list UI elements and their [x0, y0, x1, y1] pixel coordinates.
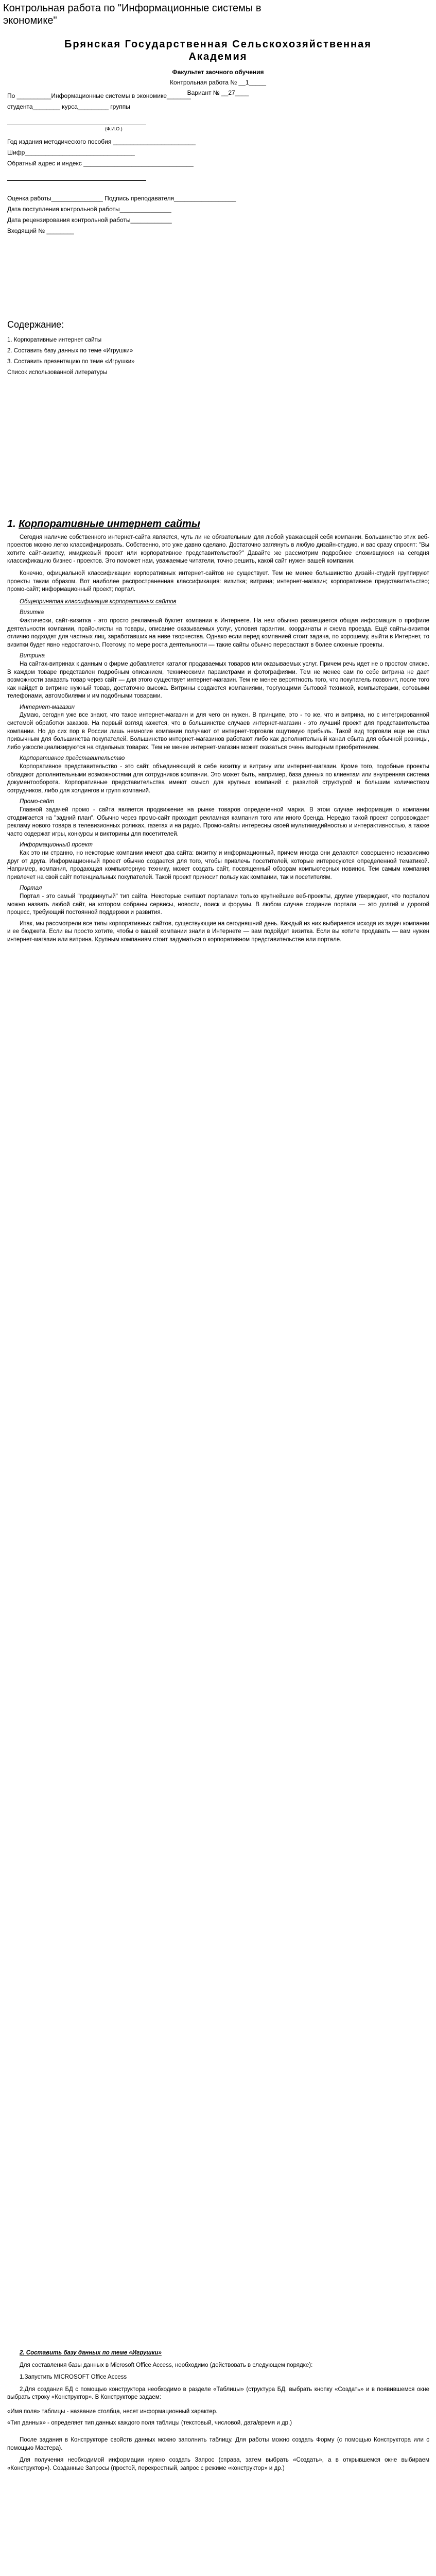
paragraph: Корпоративное представительство - это сайт, объединяющий в себе визитку и витрину или интернет-магазин. Кроме того, подобные проекты обладают дополнительными возможностями для сотрудников компании. Это может быть, например, база данных по клиентам или внутренняя система документооборота. Корпоративные представительства имеют смысл для крупных компаний с развитой структурой и большим количеством сотрудников, либо для холдингов и групп компаний.	[7, 764, 429, 794]
subheading: Корпоративное представительство	[20, 755, 125, 762]
faculty-label: Факультет заочного обучения	[172, 69, 264, 76]
section1-heading-num: 1.	[7, 518, 16, 530]
contents-heading: Содержание:	[7, 319, 64, 330]
name-hint: (Ф.И.О.)	[105, 126, 123, 131]
subject-line: По __________Информационные системы в экономике_______	[7, 92, 191, 99]
university-name-line1: Брянская Государственная Сельскохозяйственная	[64, 39, 372, 50]
paragraph: Как это ни странно, но некоторые компании имеют два сайта: визитку и информационный, причем иногда они делаются совершенно независимо друг от друга. Информационный проект обычно создается для того, чтобы привлечь посетителей, которые интересуются определенной тематикой. Например, компания, продающая компьютерную технику, может создать сайт, посвященный обзорам компьютерных новинок. Тем самым компания привлечет на свой сайт потенциальных покупателей. Такой проект приносит пользу как компании, так и посетителям.	[7, 850, 429, 880]
contents-item: 1. Корпоративные интернет сайты	[7, 337, 102, 343]
student-line: студента________ курса_________ группы	[7, 103, 130, 110]
paragraph: Портал - это самый "продвинутый" тип сайта. Некоторые считают порталами только крупнейшие веб-проекты, другие утверждают, что порталом можно назвать любой сайт, на котором собраны сервисы, новости, поиск и форумы. В любом случае создание портала — это долгий и дорогой процесс, требующий постоянной поддержки и развития.	[7, 893, 429, 916]
grade-line: Оценка работы_______________ Подпись преподавателя__________________	[7, 195, 236, 202]
contents-item: Список использованной литературы	[7, 369, 108, 376]
paragraph: Сегодня наличие собственного интернет-сайта является, чуть ли не обязательным для любой уважающей себя компании. Большинство этих веб-проектов можно легко классифицировать. Собственно, это уже давно сделано. Достаточно заглянуть в любую дизайн-студию, и вас сразу спросят: "Вы хотите сайт-визитку, имиджевый проект или корпоративное представительство?" Давайте же рассмотрим подробнее сложившуюся на сегодня классификацию бизнес - проектов. Это поможет нам, уважаемые читатели, точно решить, какой сайт нужен вашей компании.	[7, 534, 429, 565]
work-number: Контрольная работа № __1_____	[170, 79, 266, 86]
section2-heading: 2. Составить базу данных по теме «Игрушки»	[20, 2350, 162, 2356]
title-page	[0, 38, 436, 98]
paragraph: «Имя поля» таблицы - название столбца, несет информационный характер.	[7, 2408, 218, 2415]
paragraph: Думаю, сегодня уже все знают, что такое интернет-магазин и для чего он нужен. В принципе, это - то же, что и витрина, но с интегрированной системой обработки заказов. На первый взгляд кажется, что в большинстве случаев интернет-магазин - это лучший проект для представительства компании. Но до сих пор в России лишь немногие компании получают от интернет-торговли ощутимую прибыль. Такой вид торговли еще не стал привычным для большинства покупателей. Большинство интернет-магазинов работают либо как дополнительный канал сбыта для обычной розницы, либо узкоспециализируются на отдельных товарах. Тем не менее интернет-магазин может оказаться очень выгодным приобретением.	[7, 712, 429, 751]
paragraph: После задания в Конструкторе свойств данных можно заполнить таблицу. Для работы можно создать Форму (с помощью Конструктора или с помощью Мастера).	[7, 2437, 429, 2451]
section-database	[7, 2349, 429, 2473]
subheading: Портал	[20, 885, 42, 892]
subheading: Промо-сайт	[20, 799, 55, 805]
paragraph: 1.Запустить MICROSOFT Office Access	[20, 2374, 127, 2381]
subheading: Информационный проект	[20, 842, 93, 849]
subheading: Витрина	[20, 653, 45, 659]
contents-list	[7, 335, 135, 378]
paragraph: «Тип данных» - определяет тип данных каждого поля таблицы (текстовый, числовой, дата/время и др.)	[7, 2419, 292, 2426]
student-info	[7, 91, 236, 236]
address-line: Обратный адрес и индекс ________________________________	[7, 160, 194, 167]
paragraph: Главной задачей промо - сайта является продвижение на рынке товаров определенной марки. В этом случае информация о компании отодвигается на "задний план". Обычно через промо-сайт проходит рекламная кампания того или иного бренда. Нередко такой проект сопровождает рекламу нового товара в телевизионных роликах, газетах и на радио. Промо-сайты интересны своей мультимедийностью и интерактивностью, а также часто содержат игры, конкурсы и викторины для посетителей.	[7, 807, 429, 837]
paragraph: Для составления базы данных в Microsoft Office Access, необходимо (действовать в следующем порядке):	[20, 2362, 313, 2368]
paragraph: Фактически, сайт-визитка - это просто рекламный буклет компании в Интернете. На нем обычно размещается общая информация о профиле деятельности компании, прайс-листы на товары, описание оказываемых услуг, условия гарантии, координаты и схема проезда. Ещё сайты-визитки отлично подходят для частных лиц, заработавших на ниве творчества. Однако если перед компанией стоит задача, по хорошему, выйти в Интернет, то визитки будет явно недостаточно. Поэтому, по мере роста деятельности — такие сайты обычно перерастают в более сложные проекты.	[7, 617, 429, 648]
document-title: Контрольная работа по "Информационные системы в экономике"	[3, 3, 261, 26]
contents-item: 3. Составить презентацию по теме «Игрушки»	[7, 359, 135, 365]
cipher-line: Шифр________________________________	[7, 149, 135, 156]
variant-number: Вариант № __27____	[187, 89, 249, 96]
paragraph: На сайтах-витринах к данным о фирме добавляется каталог продаваемых товаров или оказываемых услуг. Причем речь идет не о простом списке. В каждом товаре представлен подробным описанием, техническими параметрами и фотографиями. Тем не менее сам по себе витрина не дает возможности заказать товар через сайт — для этого существует интернет-магазин. Тем не менее вероятность того, что покупатель позвонит, после того как найдет в витрине нужный товар, достаточно высока. Витрины создаются компаниями, торгующими бытовой техникой, компьютерами, сотовыми телефонами, автомобилями и им подобными товарами.	[7, 660, 429, 700]
subheading: Общепринятая классификация корпоративных сайтов	[20, 598, 177, 605]
section-corporate-sites	[7, 520, 429, 944]
university-name-line2: Академия	[188, 51, 248, 62]
paragraph: Итак, мы рассмотрели все типы корпоративных сайтов, существующие на сегодняшний день. Каждый из них выбирается исходя из задач компании и ее бюджета. Если вы просто хотите, чтобы о вашей компании знали в Интернете — вам подойдет визитка. Если вы хотите продавать — вам нужен интернет-магазин или витрина. Крупным компаниям стоит задуматься о корпоративном представительстве или портале.	[7, 920, 429, 943]
contents-item: 2. Составить базу данных по теме «Игрушки»	[7, 348, 133, 354]
paragraph: Конечно, официальной классификации корпоративных интернет-сайтов не существует. Тем не менее большинство дизайн-студий группируют проекты таким образом. Вот наиболее распространенная классификация: визитка; витрина; интернет-магазин; корпоративное представительство; промо-сайт; информационный проект; портал.	[7, 570, 429, 593]
received-line: Дата поступления контрольной работы_______________	[7, 206, 171, 213]
incoming-line: Входящий № ________	[7, 227, 74, 234]
subheading: Визитка	[20, 609, 44, 616]
section1-heading	[7, 520, 429, 529]
section1-heading-text: Корпоративные интернет сайты	[19, 518, 200, 530]
review-line: Дата рецензирования контрольной работы____________	[7, 216, 172, 224]
year-line: Год издания методического пособия ________________________	[7, 138, 196, 145]
subheading: Интернет-магазин	[20, 704, 75, 710]
paragraph: Для получения необходимой информации нужно создать Запрос (справа, затем выбрать «Создать», а в открывшемся окне выбираем «Конструктор»). Созданные Запросы (простой, перекрестный, запрос с режиме «конструктор» и др.)	[7, 2457, 429, 2471]
paragraph: 2.Для создания БД с помощью конструктора необходимо в разделе «Таблицы» (структура БД, выбрать кнопку «Создать» и в появившемся окне выбрать строку «Конструктор». В Конструкторе задаем:	[7, 2386, 429, 2401]
